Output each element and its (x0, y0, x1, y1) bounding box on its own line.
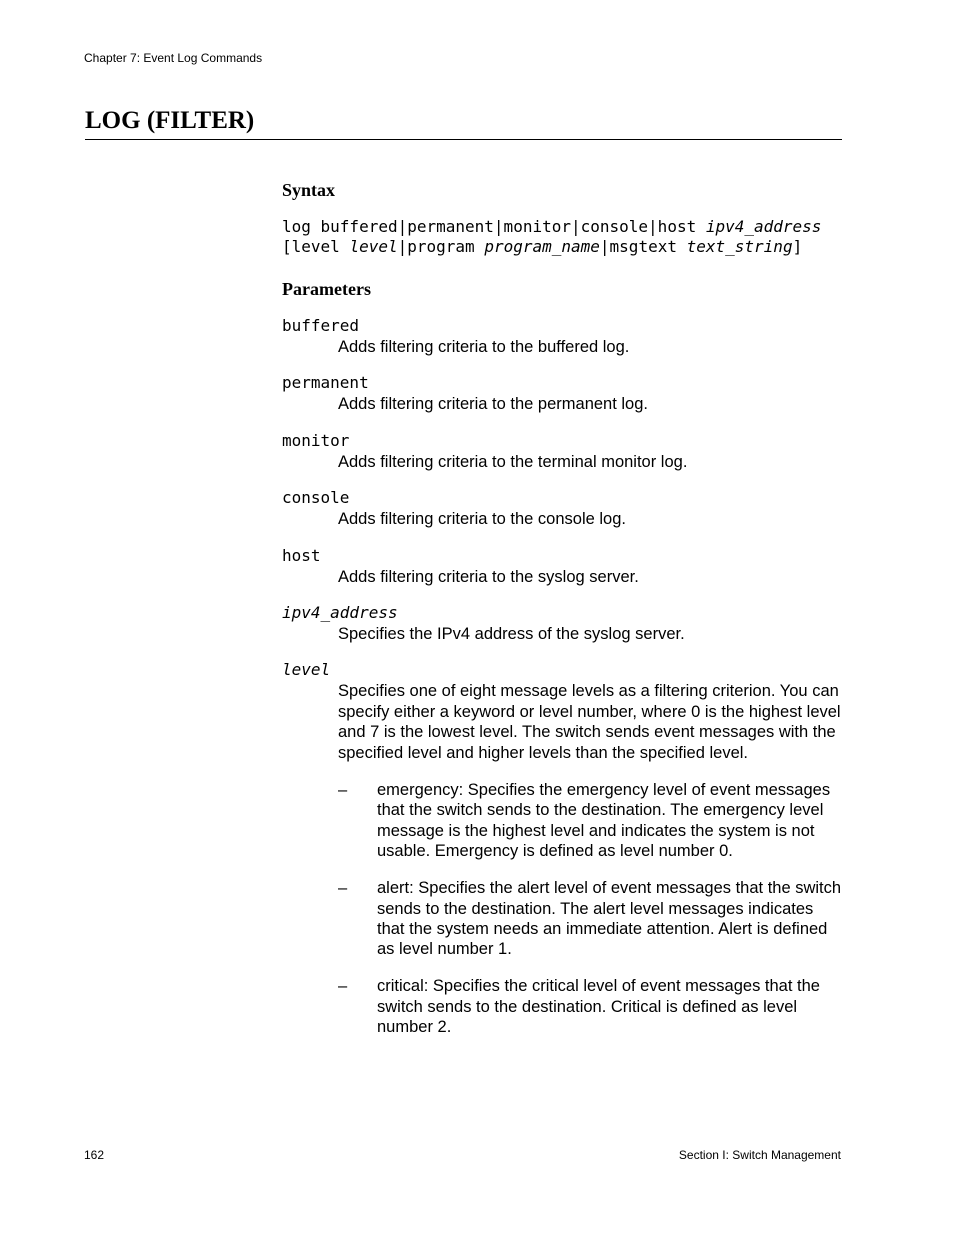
parameter-description: Adds filtering criteria to the console log. (338, 510, 626, 529)
section-footer: Section I: Switch Management (678, 1148, 841, 1162)
parameter-description: Adds filtering criteria to the terminal monitor log. (338, 452, 688, 471)
parameter-description: Adds filtering criteria to the syslog server. (338, 567, 639, 586)
list-item-text: alert: Specifies the alert level of event messages that the switch sends to the destination. The alert level messages indicates that the system needs an immediate attention. Alert is defined as level number 1. (377, 879, 842, 959)
syntax-text: ] (792, 236, 803, 256)
parameter-description: Specifies the IPv4 address of the syslog server. (338, 625, 685, 644)
parameter-term: host (282, 545, 321, 565)
parameter-term: buffered (282, 316, 360, 335)
list-item (338, 780, 842, 862)
parameter-ipv4-address (282, 604, 842, 644)
parameter-console (282, 489, 842, 529)
syntax-block (282, 217, 842, 256)
syntax-variable: level (349, 236, 398, 256)
syntax-text: |program (397, 236, 485, 256)
syntax-text: [level (282, 236, 350, 256)
title-rule (85, 139, 842, 140)
running-header: Chapter 7: Event Log Commands (84, 51, 263, 65)
page-title: LOG (FILTER) (85, 107, 255, 134)
syntax-text: |msgtext (599, 236, 687, 256)
syntax-variable: ipv4_address (705, 217, 822, 236)
page-number: 162 (84, 1148, 105, 1162)
parameter-host (282, 547, 842, 587)
parameter-term: monitor (282, 430, 350, 450)
parameter-permanent (282, 374, 842, 414)
level-list (338, 780, 842, 1037)
syntax-heading: Syntax (282, 180, 336, 200)
parameter-description: Adds filtering criteria to the permanent log. (338, 395, 648, 414)
parameter-monitor (282, 432, 842, 472)
parameter-level (282, 661, 842, 763)
syntax-line-2 (282, 237, 842, 257)
list-item-text: critical: Specifies the critical level of event messages that the switch sends to the destination. Critical is defined as level number 2. (377, 977, 820, 1037)
dash-marker: – (338, 879, 348, 898)
parameter-term: level (282, 660, 331, 680)
parameter-term: permanent (282, 373, 369, 393)
syntax-variable: text_string (686, 236, 793, 256)
syntax-text: log buffered|permanent|monitor|console|host (282, 217, 706, 236)
parameter-term: ipv4_address (282, 603, 398, 623)
list-item (338, 878, 842, 960)
parameter-description: Specifies one of eight message levels as a filtering criterion. You can specify either a keyword or level number, where 0 is the highest level and 7 is the lowest level. The switch sends event messages with the specified level and higher levels than the specified level. (338, 682, 841, 762)
parameter-buffered (282, 317, 842, 357)
parameter-description: Adds filtering criteria to the buffered log. (338, 338, 630, 356)
dash-marker: – (338, 977, 348, 996)
list-item-text: emergency: Specifies the emergency level of event messages that the switch sends to the destination. The emergency level message is the highest level and indicates the system is not usable. Emergency is defined as level number 0. (377, 781, 831, 861)
main-content (282, 178, 842, 1054)
parameters-heading: Parameters (282, 279, 371, 299)
syntax-variable: program_name (484, 236, 600, 256)
list-item (338, 976, 842, 1037)
parameter-term: console (282, 488, 350, 508)
dash-marker: – (338, 781, 348, 800)
syntax-line-1 (282, 217, 842, 237)
